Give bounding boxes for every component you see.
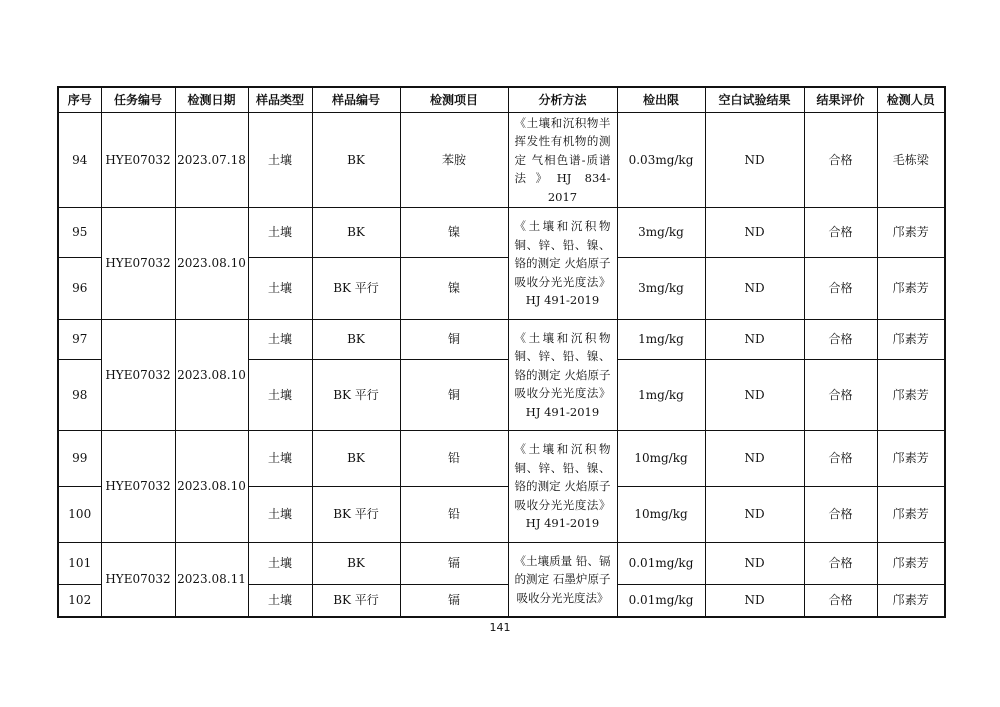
test-date: 2023.08.10 [175,320,248,431]
detection-limit: 3mg/kg [617,208,705,258]
header-cell: 检出限 [617,87,705,113]
detection-limit: 3mg/kg [617,258,705,320]
evaluation: 合格 [804,208,877,258]
task-id: HYE07032 [101,543,175,617]
row-number: 95 [58,208,101,258]
test-item: 铅 [400,431,508,487]
row-number: 97 [58,320,101,360]
test-item: 镍 [400,208,508,258]
header-cell: 序号 [58,87,101,113]
sample-id: BK 平行 [312,585,400,617]
header-cell: 空白试验结果 [705,87,804,113]
header-row [58,87,945,113]
tester: 邝素芳 [877,360,945,431]
header-cell: 结果评价 [804,87,877,113]
header-cell: 检测人员 [877,87,945,113]
test-date: 2023.08.10 [175,431,248,543]
table-row [58,208,945,258]
sample-id: BK 平行 [312,360,400,431]
blank-result: ND [705,487,804,543]
task-id: HYE07032 [101,208,175,320]
analysis-method: 《土壤和沉积物铜、锌、铅、镍、铬的测定 火焰原子吸收分光光度法》HJ 491-2019 [508,320,617,431]
blank-result: ND [705,113,804,208]
sample-type: 土壤 [248,258,312,320]
row-number: 99 [58,431,101,487]
test-item: 铜 [400,360,508,431]
detection-limit: 0.01mg/kg [617,543,705,585]
detection-limit: 10mg/kg [617,431,705,487]
tester: 邝素芳 [877,487,945,543]
sample-id: BK 平行 [312,258,400,320]
test-item: 镉 [400,585,508,617]
test-results-table [57,86,946,618]
detection-limit: 1mg/kg [617,360,705,431]
header-cell: 样品类型 [248,87,312,113]
test-date: 2023.08.10 [175,208,248,320]
sample-id: BK [312,431,400,487]
blank-result: ND [705,431,804,487]
task-id: HYE07032 [101,320,175,431]
table-row [58,320,945,360]
page-number: 141 [489,621,511,634]
row-number: 98 [58,360,101,431]
header-cell: 样品编号 [312,87,400,113]
sample-type: 土壤 [248,431,312,487]
test-item: 铜 [400,320,508,360]
evaluation: 合格 [804,585,877,617]
test-item: 苯胺 [400,113,508,208]
sample-id: BK [312,208,400,258]
evaluation: 合格 [804,320,877,360]
sample-type: 土壤 [248,487,312,543]
evaluation: 合格 [804,258,877,320]
blank-result: ND [705,585,804,617]
task-id: HYE07032 [101,113,175,208]
task-id: HYE07032 [101,431,175,543]
analysis-method: 《土壤质量 铅、镉的测定 石墨炉原子吸收分光光度法》 [508,543,617,617]
evaluation: 合格 [804,431,877,487]
row-number: 96 [58,258,101,320]
detection-limit: 1mg/kg [617,320,705,360]
analysis-method: 《土壤和沉积物半挥发性有机物的测定 气相色谱-质谱法》HJ 834-2017 [508,113,617,208]
tester: 邝素芳 [877,208,945,258]
evaluation: 合格 [804,113,877,208]
tester: 邝素芳 [877,585,945,617]
tester: 邝素芳 [877,320,945,360]
test-item: 镉 [400,543,508,585]
sample-type: 土壤 [248,543,312,585]
sample-id: BK [312,113,400,208]
tester: 邝素芳 [877,431,945,487]
test-date: 2023.07.18 [175,113,248,208]
table-row [58,431,945,487]
tester: 毛栋梁 [877,113,945,208]
evaluation: 合格 [804,543,877,585]
detection-limit: 10mg/kg [617,487,705,543]
tester: 邝素芳 [877,258,945,320]
detection-limit: 0.03mg/kg [617,113,705,208]
table-row [58,543,945,585]
test-date: 2023.08.11 [175,543,248,617]
sample-id: BK 平行 [312,487,400,543]
header-cell: 任务编号 [101,87,175,113]
test-item: 铅 [400,487,508,543]
row-number: 102 [58,585,101,617]
blank-result: ND [705,208,804,258]
sample-type: 土壤 [248,113,312,208]
sample-id: BK [312,320,400,360]
blank-result: ND [705,258,804,320]
row-number: 100 [58,487,101,543]
analysis-method: 《土壤和沉积物铜、锌、铅、镍、铬的测定 火焰原子吸收分光光度法》HJ 491-2019 [508,208,617,320]
sample-id: BK [312,543,400,585]
row-number: 101 [58,543,101,585]
sample-type: 土壤 [248,320,312,360]
blank-result: ND [705,543,804,585]
header-cell: 分析方法 [508,87,617,113]
row-number: 94 [58,113,101,208]
blank-result: ND [705,360,804,431]
sample-type: 土壤 [248,585,312,617]
header-cell: 检测日期 [175,87,248,113]
blank-result: ND [705,320,804,360]
header-cell: 检测项目 [400,87,508,113]
tester: 邝素芳 [877,543,945,585]
evaluation: 合格 [804,487,877,543]
table-row [58,113,945,208]
sample-type: 土壤 [248,360,312,431]
sample-type: 土壤 [248,208,312,258]
analysis-method: 《土壤和沉积物铜、锌、铅、镍、铬的测定 火焰原子吸收分光光度法》HJ 491-2019 [508,431,617,543]
detection-limit: 0.01mg/kg [617,585,705,617]
test-item: 镍 [400,258,508,320]
evaluation: 合格 [804,360,877,431]
